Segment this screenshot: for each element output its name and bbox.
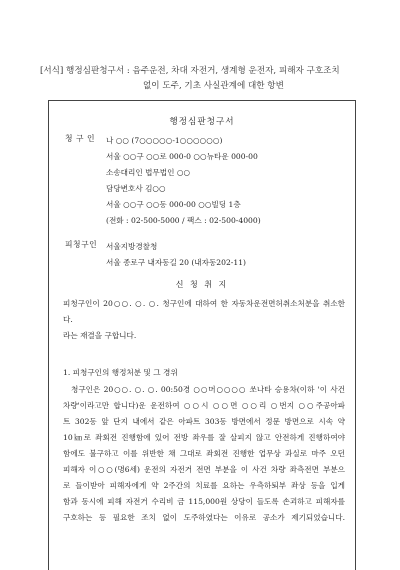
- section-1-body: [63, 382, 345, 526]
- purpose-line-2: 다.: [63, 315, 73, 324]
- claimant-address: 서울 ○○구 ○○로 000-0 ○○뉴타운 000-00: [106, 152, 258, 161]
- respondent-name: 서울지방경찰청: [106, 242, 158, 251]
- claimant-name: 나 ○○ (7○○○○○-1○○○○○○): [106, 136, 223, 145]
- form-caption: [40, 64, 370, 94]
- section-1-line: 로 들이받아 피해자에게 약 2주간의 치료를 요하는 우측하퇴부 좌상 등을 입게: [63, 481, 345, 490]
- purpose-heading: 신 청 취 지: [175, 280, 229, 289]
- purpose-line-1: 피청구인이 20○○. ○. ○. 청구인에 대하여 한 자동차운전면허취소처분을 취소한: [63, 299, 345, 308]
- section-1-line: 트 302동 앞 단지 내에서 같은 아파트 303동 방면에서 정문 방면으로 시속 약: [63, 417, 345, 426]
- purpose-body: [63, 296, 345, 344]
- section-1-line: 피해자 이○○(명6세) 운전의 자전거 전면 부분을 이 사건 차량 좌측전면 부분으: [63, 465, 345, 474]
- claimant-label: 청 구 인: [65, 134, 96, 143]
- section-1-line: 10㎞로 좌회전 진행함에 있어 전방 좌우를 잘 살피지 않고 안전하게 진행하여야: [63, 433, 345, 442]
- respondent-label: 피청구인: [65, 240, 98, 249]
- purpose-line-3: 라는 재결을 구합니다.: [63, 331, 137, 340]
- section-1-heading: 1. 피청구인의 행정처분 및 그 경위: [63, 368, 178, 377]
- agent-contact: (전화 : 02-500-5000 / 팩스 : 02-500-4000): [106, 216, 261, 225]
- section-1-line: 함에도 불구하고 이를 위반한 채 그대로 좌회전 진행한 업무상 과실로 마주 오던: [63, 449, 345, 458]
- petition-frame: [48, 100, 356, 570]
- respondent-block: [106, 239, 246, 271]
- claimant-block: [106, 133, 261, 229]
- section-1-line: 차량'이라고만 합니다)운 운전하여 ○○시 ○○면 ○○리 ○번지 ○○주공아파: [63, 401, 345, 410]
- claimant-agent: 소송대리인 법무법인 ○○: [106, 168, 191, 177]
- section-1-line: 함과 동시에 피해 자전거 수리비 금 115,000원 상당이 들도록 손괴하고 피해자를: [63, 497, 345, 506]
- respondent-address: 서울 종로구 내자동길 20 (내자동202-11): [106, 258, 246, 267]
- caption-line-1: [서식] 행정심판청구서 : 음주운전, 차대 자전거, 생계형 운전자, 피해자 구호조치: [40, 66, 340, 76]
- section-1-line: 청구인은 20○○. ○. ○. 00:50경 ○○머○○○○ 쏘나타 승용차(이하 '이 사건: [71, 385, 345, 394]
- caption-line-2: 없이 도주, 기초 사실관계에 대한 항변: [143, 81, 284, 91]
- claimant-attorney: 담당변호사 김○○: [106, 184, 166, 193]
- document-title: 행정심판청구서: [169, 117, 235, 127]
- agent-address: 서울 ○○구 ○○동 000-00 ○○빌딩 1층: [106, 200, 241, 209]
- section-1-line: 구호하는 등 필요한 조치 없이 도주하였다는 이유로 공소가 제기되었습니다.: [63, 513, 345, 522]
